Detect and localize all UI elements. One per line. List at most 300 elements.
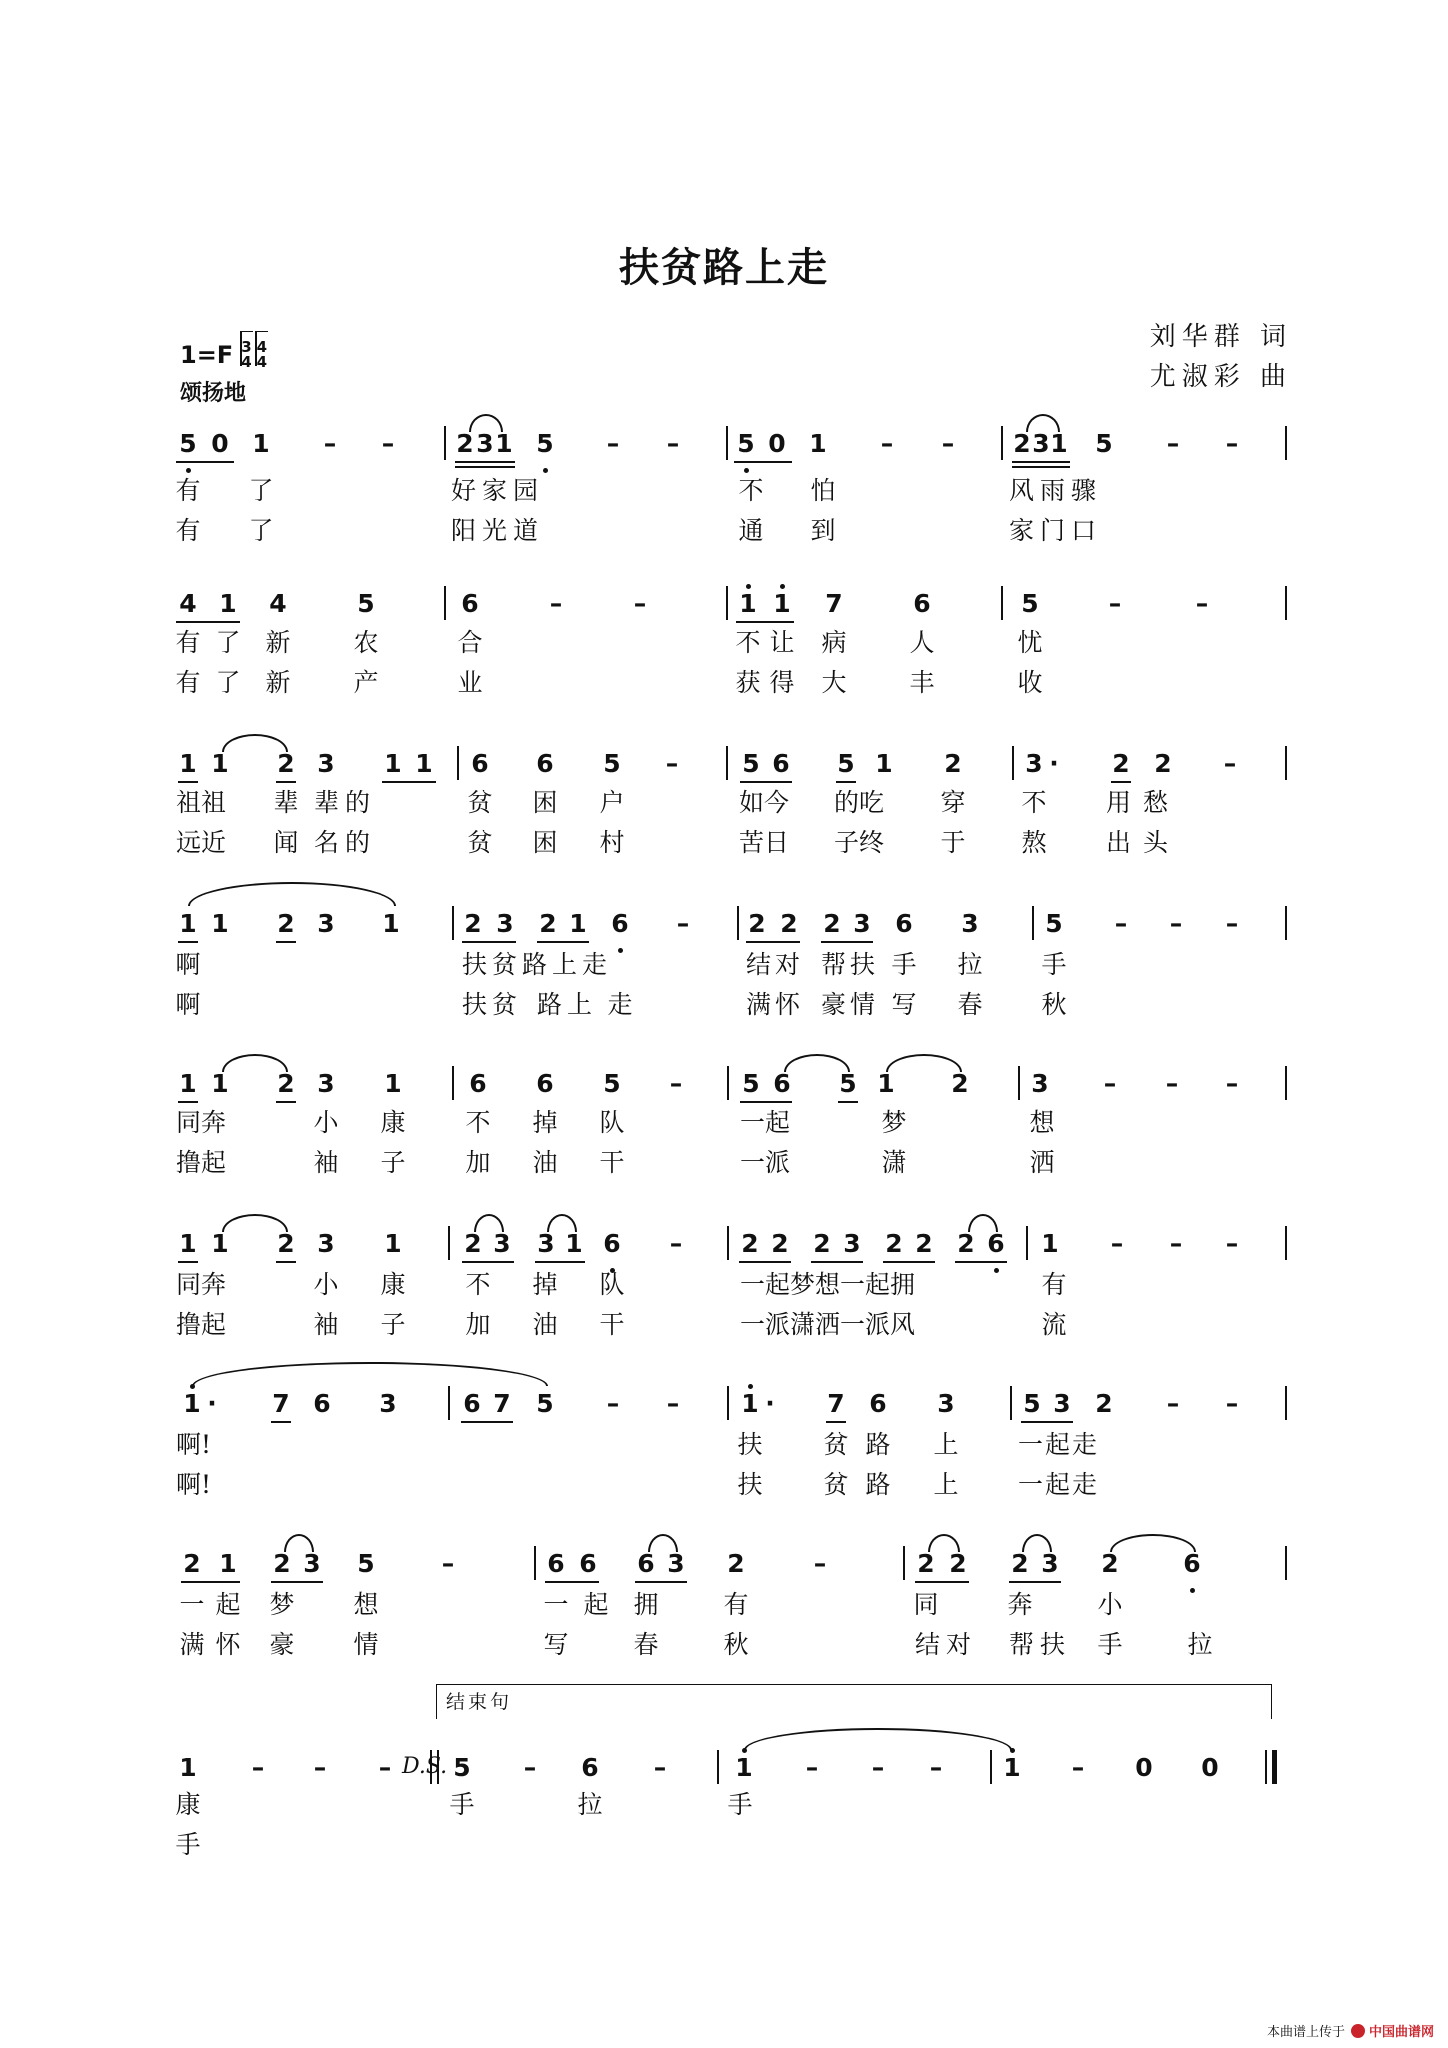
barline xyxy=(1012,746,1014,780)
lyric: 有 xyxy=(175,628,201,657)
lyric: 穿 xyxy=(940,788,966,817)
note: 5 xyxy=(357,1549,375,1578)
lyric: 一 xyxy=(179,1590,205,1619)
lyric: 村 xyxy=(599,828,625,857)
lyric: 户 xyxy=(599,788,625,817)
lyrics-verse-1 xyxy=(0,1268,1448,1304)
site-logo-icon xyxy=(1351,2024,1365,2038)
note: 5 xyxy=(1095,429,1113,458)
note: 2 xyxy=(771,1229,789,1258)
note: 5 xyxy=(1021,589,1039,618)
lyric: 满 xyxy=(179,1630,205,1659)
lyrics-verse-2 xyxy=(0,666,1448,702)
barline xyxy=(727,1066,729,1100)
barline xyxy=(444,426,446,460)
lyric: 奔 xyxy=(1007,1590,1033,1619)
note: 1 xyxy=(565,1229,583,1258)
lyric: 子终 xyxy=(834,828,885,857)
lyric: 同奔 xyxy=(176,1270,227,1299)
lyric: 秋 xyxy=(723,1630,749,1659)
note: 2 xyxy=(727,1549,745,1578)
score-line-5: 1 1 2 3 1 6 6 5 – 5 6 5 1 2 3 – – – xyxy=(0,1068,1448,1108)
lyric: 春 xyxy=(957,990,983,1019)
note: 6 xyxy=(536,1069,554,1098)
lyric: 康 xyxy=(175,1790,201,1819)
note: 1 xyxy=(741,1389,759,1418)
lyric: 困 xyxy=(532,828,558,857)
note: 3 xyxy=(1025,749,1043,778)
composer-credit: 尤淑彩 曲 xyxy=(1149,362,1292,392)
note: 1 xyxy=(384,1229,402,1258)
lyric: 情 xyxy=(353,1630,379,1659)
lyrics-verse-2 xyxy=(0,1146,1448,1182)
note: 6 xyxy=(313,1389,331,1418)
lyric: 一起走 xyxy=(1018,1470,1100,1499)
note: 2 xyxy=(464,1229,482,1258)
barline xyxy=(717,1750,719,1784)
note: 7 xyxy=(493,1389,511,1418)
note: 4 xyxy=(269,589,287,618)
lyrics-verse-2 xyxy=(0,1308,1448,1344)
song-title: 扶贫路上走 xyxy=(619,244,829,291)
note: 5 xyxy=(536,1389,554,1418)
score-line-3: 1 1 2 3 1 1 6 6 5 – 5 6 5 1 2 3 · 2 2 – xyxy=(0,748,1448,788)
note: 1 xyxy=(382,909,400,938)
lyric: 队 xyxy=(599,1108,625,1137)
lyric: 了 xyxy=(248,516,274,545)
barline xyxy=(726,586,728,620)
note: 5 xyxy=(603,1069,621,1098)
meter-numerator: 4 xyxy=(256,338,268,356)
final-barline xyxy=(1272,1750,1277,1784)
lyric: 有 xyxy=(1041,1270,1067,1299)
lyricist-credit: 刘华群 词 xyxy=(1149,322,1292,352)
note: 2 xyxy=(456,429,474,458)
lyric: 丰 xyxy=(909,668,935,697)
note: 2 xyxy=(277,1229,295,1258)
note: 7 xyxy=(825,589,843,618)
lyric: 上 xyxy=(933,1470,959,1499)
note: 1 xyxy=(384,1069,402,1098)
note: 7 xyxy=(827,1389,845,1418)
lyric: 扶贫 xyxy=(462,990,523,1019)
note: 1 xyxy=(384,749,402,778)
lyric: 拉 xyxy=(1187,1630,1213,1659)
lyric: 豪情 xyxy=(821,990,880,1019)
lyric: 辈 xyxy=(273,788,299,817)
lyric: 帮扶 xyxy=(1009,1630,1072,1659)
lyric: 油 xyxy=(532,1148,558,1177)
note: 6 xyxy=(773,1069,791,1098)
lyric: 走 xyxy=(607,990,633,1019)
lyric: 贫 xyxy=(823,1470,849,1499)
note: 1 xyxy=(211,1229,229,1258)
note: 6 xyxy=(611,909,629,938)
note: 6 xyxy=(461,589,479,618)
lyric: 同 xyxy=(913,1590,939,1619)
note: 6 xyxy=(471,749,489,778)
note: 3 xyxy=(1031,1069,1049,1098)
note: 2 xyxy=(1154,749,1172,778)
barline xyxy=(727,1226,729,1260)
note: 3 xyxy=(496,909,514,938)
lyric: 路 xyxy=(865,1430,891,1459)
barline xyxy=(1285,906,1287,940)
lyric: 名的 xyxy=(314,828,377,857)
lyric: 队 xyxy=(599,1270,625,1299)
lyric: 同奔 xyxy=(176,1108,227,1137)
note: 1 xyxy=(773,589,791,618)
lyric: 路 xyxy=(865,1470,891,1499)
barline xyxy=(534,1546,536,1580)
note: 6 xyxy=(987,1229,1005,1258)
note: 2 xyxy=(1013,429,1031,458)
note: 1 xyxy=(569,909,587,938)
note: 2 xyxy=(464,909,482,938)
time-signature-3-4 xyxy=(241,340,251,370)
lyric: 子 xyxy=(380,1310,406,1339)
barline xyxy=(1285,1546,1287,1580)
lyric: 豪 xyxy=(269,1630,295,1659)
note: 3 xyxy=(853,909,871,938)
note: 1 xyxy=(252,429,270,458)
lyric: 掉 xyxy=(532,1108,558,1137)
lyric: 获 xyxy=(735,668,761,697)
lyric: 春 xyxy=(633,1630,659,1659)
lyric: 用愁 xyxy=(1106,788,1181,817)
lyric: 一起 xyxy=(740,1108,791,1137)
lyric: 洒 xyxy=(1029,1148,1055,1177)
lyric: 啊 xyxy=(175,950,201,979)
lyrics-verse-2 xyxy=(0,1468,1448,1504)
lyric: 出头 xyxy=(1106,828,1181,857)
lyric: 收 xyxy=(1017,668,1043,697)
barline xyxy=(457,746,459,780)
lyric: 不 xyxy=(1021,788,1047,817)
note: 6 xyxy=(547,1549,565,1578)
barline xyxy=(1026,1226,1028,1260)
note: 5 xyxy=(357,589,375,618)
lyric: 农 xyxy=(353,628,379,657)
note: 2 xyxy=(748,909,766,938)
lyric: 一派潇洒一派风 xyxy=(740,1310,916,1339)
lyric: 干 xyxy=(599,1310,625,1339)
lyric: 有 xyxy=(175,476,201,505)
note: 5 xyxy=(453,1753,471,1782)
note: 2 xyxy=(885,1229,903,1258)
lyric: 不 xyxy=(735,628,761,657)
lyric: 秋 xyxy=(1041,990,1067,1019)
barline xyxy=(990,1750,992,1784)
lyric: 远近 xyxy=(176,828,227,857)
lyric: 家门口 xyxy=(1009,516,1103,545)
meter-denominator: 4 xyxy=(256,353,268,371)
note: 1 xyxy=(219,589,237,618)
lyrics-verse-1 xyxy=(0,1106,1448,1142)
lyric: 想 xyxy=(353,1590,379,1619)
note: 5 xyxy=(742,749,760,778)
note: 5 xyxy=(742,1069,760,1098)
lyric: 新 xyxy=(265,628,291,657)
lyric: 了 xyxy=(215,628,241,657)
lyric: 手 xyxy=(1097,1630,1123,1659)
barline xyxy=(1285,1226,1287,1260)
note: 3 xyxy=(937,1389,955,1418)
lyric: 闻 xyxy=(273,828,299,857)
lyric: 加 xyxy=(465,1148,491,1177)
note: 3 xyxy=(537,1229,555,1258)
lyric: 怀 xyxy=(215,1630,241,1659)
note: 1 xyxy=(183,1389,201,1418)
lyrics-verse-1 xyxy=(0,786,1448,822)
note: 3 xyxy=(667,1549,685,1578)
note: 3 xyxy=(493,1229,511,1258)
lyric: 风雨骤 xyxy=(1009,476,1103,505)
lyric: 子 xyxy=(380,1148,406,1177)
note: 3 xyxy=(303,1549,321,1578)
lyric: 起 xyxy=(583,1590,609,1619)
note: 1 xyxy=(179,1753,197,1782)
barline xyxy=(448,1386,450,1420)
note: 3 xyxy=(317,1229,335,1258)
lyrics-verse-1 xyxy=(0,1588,1448,1624)
lyric: 困 xyxy=(532,788,558,817)
lyric: 手 xyxy=(1041,950,1067,979)
lyrics-verse-2 xyxy=(0,514,1448,550)
note: 3 xyxy=(317,749,335,778)
note: 0 xyxy=(1135,1753,1153,1782)
note: 1 xyxy=(179,1229,197,1258)
lyric: 让 xyxy=(769,628,795,657)
note: 7 xyxy=(272,1389,290,1418)
note: 6 xyxy=(637,1549,655,1578)
note: 6 xyxy=(579,1549,597,1578)
barline xyxy=(1285,1066,1287,1100)
lyric: 起 xyxy=(215,1590,241,1619)
barline xyxy=(1285,586,1287,620)
lyric: 啊! xyxy=(176,1470,212,1499)
lyric: 怕 xyxy=(810,476,836,505)
note: 3 xyxy=(379,1389,397,1418)
note: 6 xyxy=(895,909,913,938)
note: 2 xyxy=(741,1229,759,1258)
score-line-2: 4 1 4 5 6 – – 1 1 7 6 5 – – xyxy=(0,588,1448,628)
barline xyxy=(452,1066,454,1100)
barline xyxy=(1285,1386,1287,1420)
note: 3 xyxy=(961,909,979,938)
note: 3 xyxy=(1053,1389,1071,1418)
note: 0 xyxy=(768,429,786,458)
note: 5 xyxy=(737,429,755,458)
key-signature xyxy=(180,332,272,378)
note: 1 xyxy=(1041,1229,1059,1258)
note: 1 xyxy=(739,589,757,618)
note: 2 xyxy=(780,909,798,938)
lyric: 人 xyxy=(909,628,935,657)
lyric: 一起梦想一起拥 xyxy=(740,1270,916,1299)
note: 1 xyxy=(211,749,229,778)
ending-label: 结束句 xyxy=(446,1691,513,1713)
barline xyxy=(726,746,728,780)
lyric: 业 xyxy=(457,668,483,697)
score-line-9: 1 – – – 5 – 6 – 1 – – – 1 – 0 0 xyxy=(0,1752,1448,1792)
score-line-1: 5 0 1 – – 2 3 1 5 – – 5 0 1 – – 2 3 1 5 – – xyxy=(0,428,1448,468)
note: 1 xyxy=(179,909,197,938)
note: 2 xyxy=(1095,1389,1113,1418)
lyric: 不 xyxy=(465,1270,491,1299)
lyric: 结对 xyxy=(746,950,805,979)
lyric: 油 xyxy=(532,1310,558,1339)
note: 6 xyxy=(469,1069,487,1098)
barline xyxy=(1001,586,1003,620)
lyric: 大 xyxy=(821,668,847,697)
lyric: 手 xyxy=(175,1830,201,1859)
lyric: 撸起 xyxy=(176,1148,227,1177)
note: 2 xyxy=(1011,1549,1029,1578)
note: 6 xyxy=(463,1389,481,1418)
lyrics-verse-1 xyxy=(0,1428,1448,1464)
lyrics-verse-2 xyxy=(0,988,1448,1024)
note: 5 xyxy=(1045,909,1063,938)
note: 1 xyxy=(1003,1753,1021,1782)
lyric: 加 xyxy=(465,1310,491,1339)
barline xyxy=(1032,906,1034,940)
footer-text: 本曲谱上传于 xyxy=(1266,2025,1345,2040)
lyric: 拉 xyxy=(957,950,983,979)
lyric: 了 xyxy=(248,476,274,505)
lyric: 帮扶 xyxy=(821,950,880,979)
note: 1 xyxy=(211,909,229,938)
note: 1 xyxy=(1050,429,1068,458)
lyric: 贫 xyxy=(467,788,493,817)
note: 6 xyxy=(536,749,554,778)
lyric: 写 xyxy=(543,1630,569,1659)
lyric: 手 xyxy=(449,1790,475,1819)
note: 2 xyxy=(823,909,841,938)
barline xyxy=(1285,746,1287,780)
lyric: 上 xyxy=(933,1430,959,1459)
note: 6 xyxy=(581,1753,599,1782)
note: 6 xyxy=(913,589,931,618)
barline xyxy=(737,906,739,940)
lyric: 不 xyxy=(738,476,764,505)
meter-denominator: 4 xyxy=(241,353,252,371)
note: 0 xyxy=(1201,1753,1219,1782)
barline xyxy=(726,426,728,460)
lyric: 啊! xyxy=(176,1430,212,1459)
note: 1 xyxy=(875,749,893,778)
note: 6 xyxy=(772,749,790,778)
lyric: 于 xyxy=(940,828,966,857)
lyric: 一起走 xyxy=(1018,1430,1100,1459)
lyric: 好家园 xyxy=(451,476,545,505)
lyric: 贫 xyxy=(823,1430,849,1459)
lyrics-verse-2 xyxy=(0,1828,1448,1864)
lyric: 有 xyxy=(175,516,201,545)
lyric: 如今 xyxy=(739,788,790,817)
barline xyxy=(1018,1066,1020,1100)
lyrics-verse-1 xyxy=(0,474,1448,510)
lyric: 新 xyxy=(265,668,291,697)
lyric: 写 xyxy=(891,990,917,1019)
note: 2 xyxy=(813,1229,831,1258)
barline xyxy=(1010,1386,1012,1420)
lyric: 得 xyxy=(769,668,795,697)
note: 2 xyxy=(277,749,295,778)
note: 3 xyxy=(1032,429,1050,458)
lyric: 手 xyxy=(891,950,917,979)
note: 3 xyxy=(476,429,494,458)
note: 2 xyxy=(949,1549,967,1578)
score-line-4: 1 1 2 3 1 2 3 2 1 6 – 2 2 2 3 6 3 5 – – – xyxy=(0,908,1448,948)
lyric: 干 xyxy=(599,1148,625,1177)
lyric: 手 xyxy=(727,1790,753,1819)
note: 1 xyxy=(219,1549,237,1578)
note: 1 xyxy=(179,749,197,778)
note: 3 xyxy=(317,909,335,938)
lyric: 有 xyxy=(723,1590,749,1619)
tempo-marking: 颂扬地 xyxy=(180,381,247,406)
lyrics-verse-2 xyxy=(0,1628,1448,1664)
note: 1 xyxy=(809,429,827,458)
note: 2 xyxy=(273,1549,291,1578)
lyric: 拥 xyxy=(633,1590,659,1619)
lyric: 苦日 xyxy=(739,828,790,857)
lyric: 袖 xyxy=(313,1310,339,1339)
note: 6 xyxy=(1183,1549,1201,1578)
lyric: 康 xyxy=(380,1270,406,1299)
lyrics-verse-1 xyxy=(0,1788,1448,1824)
lyric: 不 xyxy=(465,1108,491,1137)
lyric: 袖 xyxy=(313,1148,339,1177)
lyric: 满怀 xyxy=(746,990,805,1019)
note: 1 xyxy=(877,1069,895,1098)
barline xyxy=(1285,426,1287,460)
lyric: 祖祖 xyxy=(176,788,227,817)
note: 2 xyxy=(1101,1549,1119,1578)
note: 3 xyxy=(843,1229,861,1258)
note: 2 xyxy=(277,909,295,938)
barline xyxy=(727,1386,729,1420)
upload-footer xyxy=(1267,2021,1434,2040)
lyric: 小 xyxy=(1097,1590,1123,1619)
lyric: 扶贫路上走 xyxy=(462,950,613,979)
time-signature-4-4 xyxy=(257,340,267,370)
note: 6 xyxy=(869,1389,887,1418)
note: 5 xyxy=(179,429,197,458)
lyric: 小 xyxy=(313,1108,339,1137)
lyric: 想 xyxy=(1029,1108,1055,1137)
barline xyxy=(448,1226,450,1260)
lyric: 潇 xyxy=(881,1148,907,1177)
note: 2 xyxy=(915,1229,933,1258)
lyric: 产 xyxy=(353,668,379,697)
ending-bracket xyxy=(436,1684,1272,1719)
note: 5 xyxy=(837,749,855,778)
lyric: 一 xyxy=(543,1590,569,1619)
lyrics-verse-1 xyxy=(0,626,1448,662)
note: 1 xyxy=(495,429,513,458)
note: 2 xyxy=(951,1069,969,1098)
note: 1 xyxy=(735,1753,753,1782)
note: 5 xyxy=(839,1069,857,1098)
barline xyxy=(903,1546,905,1580)
lyric: 熬 xyxy=(1021,828,1047,857)
lyric: 病 xyxy=(821,628,847,657)
note: 2 xyxy=(539,909,557,938)
lyric: 了 xyxy=(215,668,241,697)
lyrics-verse-2 xyxy=(0,826,1448,862)
